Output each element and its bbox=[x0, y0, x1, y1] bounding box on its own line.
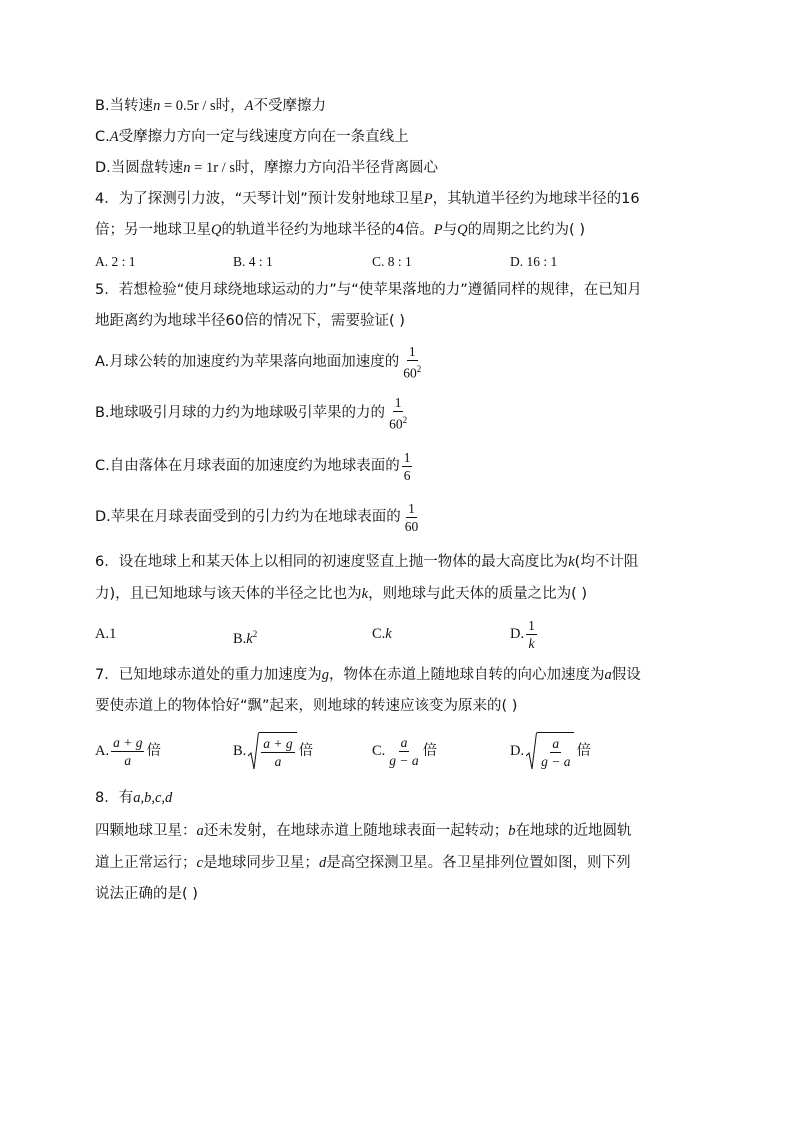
q4-option-b: B. 4 : 1 bbox=[233, 254, 273, 269]
fraction: $\frac{a}{g - a}$ bbox=[389, 734, 419, 768]
radical-sign-icon bbox=[526, 732, 537, 770]
q5-option-c: C.自由落体在月球表面的加速度约为地球表面的 $\frac{1}{6}$ bbox=[95, 449, 411, 483]
fraction: $\frac{a + g}{a}$ bbox=[113, 734, 143, 768]
q7-option-d: D. $\frac{a}{g - a}$ 倍 bbox=[510, 732, 591, 770]
q3-option-c: C.A受摩擦力方向一定与线速度方向在一条直线上 bbox=[95, 129, 409, 145]
square-root bbox=[526, 732, 574, 770]
fraction: $\frac{1}{6}$ bbox=[403, 449, 411, 483]
square-root bbox=[248, 732, 296, 770]
fraction: $\frac{a + g}{a}$ bbox=[263, 736, 293, 769]
q7-stem-line1: 7．已知地球赤道处的重力加速度为g，物体在赤道上随地球自转的向心加速度为a假设 bbox=[95, 667, 641, 683]
q6-option-a: A.1 bbox=[95, 626, 117, 642]
fraction: $\frac{1}{k}$ bbox=[528, 617, 535, 651]
q7-option-b: B. $\frac{a + g}{a}$ 倍 bbox=[233, 732, 313, 770]
q4-option-a: A. 2 : 1 bbox=[95, 254, 136, 269]
q4-stem-line2: 倍；另一地球卫星Q的轨道半径约为地球半径的4倍。P与Q的周期之比约为( ) bbox=[95, 222, 585, 238]
q6-option-d: D. $\frac{1}{k}$ bbox=[510, 617, 535, 651]
q8-stem-line0: 8．有a,b,c,d bbox=[95, 790, 173, 806]
q7-stem-line2: 要使赤道上的物体恰好“飘”起来，则地球的转速应该变为原来的( ) bbox=[95, 698, 518, 714]
q4-option-c: C. 8 : 1 bbox=[372, 254, 412, 269]
radical-sign-icon bbox=[248, 732, 259, 770]
q8-stem-line3: 说法正确的是( ) bbox=[95, 886, 198, 902]
q6-option-c: C.k bbox=[372, 626, 392, 642]
q5-option-a: A.月球公转的加速度约为苹果落向地面加速度的 $\frac{1}{60^2}$ bbox=[95, 343, 422, 381]
fraction: $\frac{1}{60^2}$ bbox=[403, 343, 422, 381]
q4-option-d: D. 16 : 1 bbox=[510, 254, 558, 269]
q3-option-b: B.当转速n = 0.5r / s时，A不受摩擦力 bbox=[95, 98, 326, 114]
q6-option-b: $B.k^2$ bbox=[233, 629, 258, 647]
q8-stem-line2: 道上正常运行；c是地球同步卫星；d是高空探测卫星。各卫星排列位置如图，则下列 bbox=[95, 855, 631, 871]
q5-option-d: D.苹果在月球表面受到的引力约为在地球表面的 $\frac{1}{60}$ bbox=[95, 500, 419, 534]
fraction: $\frac{1}{60^2}$ bbox=[389, 394, 408, 432]
q5-stem-line1: 5．若想检验“使月球绕地球运动的力”与“使苹果落地的力”遵循同样的规律，在已知月 bbox=[95, 282, 642, 298]
q7-option-c: C. $\frac{a}{g - a}$ 倍 bbox=[372, 734, 438, 768]
fraction: $\frac{1}{60}$ bbox=[404, 500, 419, 534]
q6-stem-line1: 6．设在地球上和某天体上以相同的初速度竖直上抛一物体的最大高度比为k(均不计阻 bbox=[95, 554, 639, 570]
q6-stem-line2: 力)，且已知地球与该天体的半径之比也为k，则地球与此天体的质量之比为( ) bbox=[95, 586, 588, 602]
q3-option-d: D.当圆盘转速n = 1r / s时，摩擦力方向沿半径背离圆心 bbox=[95, 160, 438, 176]
q5-stem-line2: 地距离约为地球半径60倍的情况下，需要验证( ) bbox=[95, 313, 405, 329]
q8-stem-line1: 四颗地球卫星：a还未发射，在地球赤道上随地球表面一起转动；b在地球的近地圆轨 bbox=[95, 823, 632, 839]
q4-stem-line1: 4．为了探测引力波，“天琴计划”预计发射地球卫星P，其轨道半径约为地球半径的16 bbox=[95, 191, 640, 207]
q5-option-b: B.地球吸引月球的力约为地球吸引苹果的力的 $\frac{1}{60^2}$ bbox=[95, 394, 408, 432]
q7-option-a: A. $\frac{a + g}{a}$ 倍 bbox=[95, 734, 161, 768]
fraction: $\frac{a}{g - a}$ bbox=[541, 736, 571, 769]
